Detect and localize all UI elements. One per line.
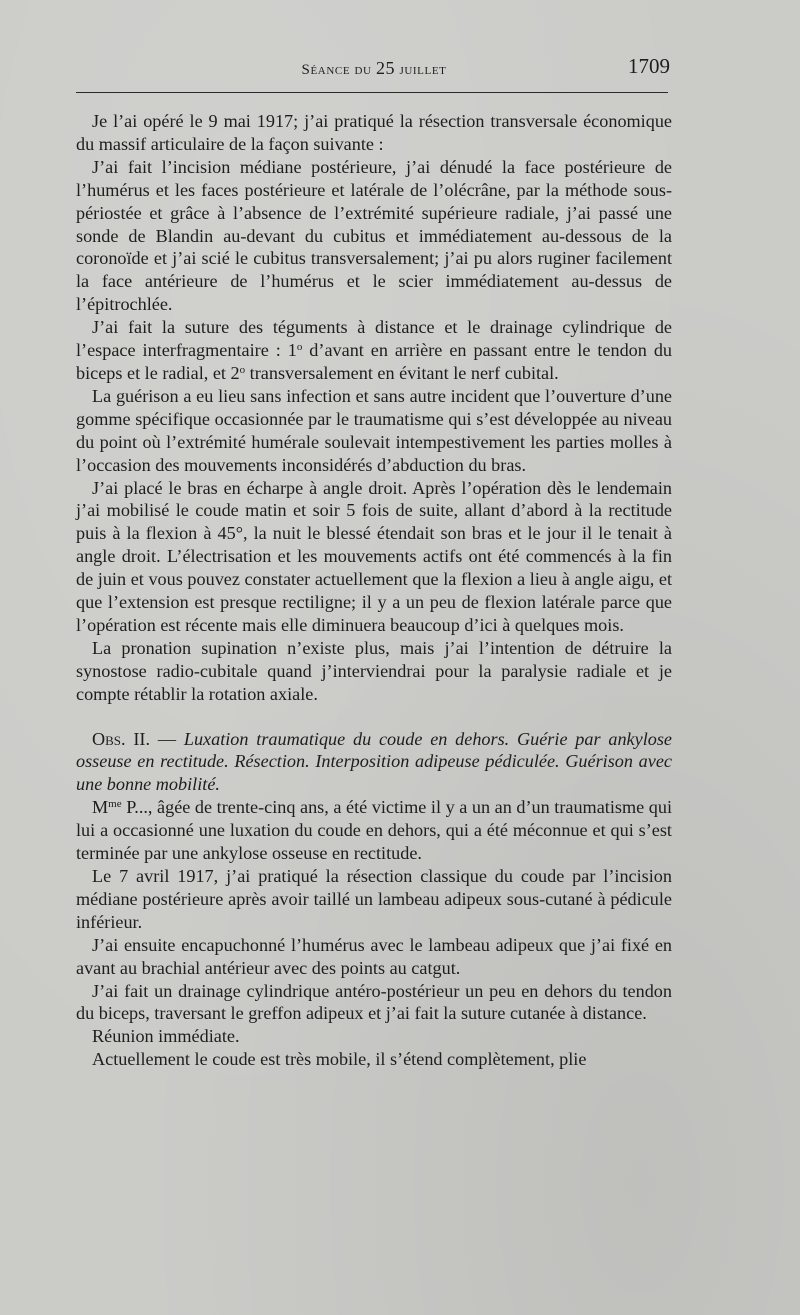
running-title-prefix: Séance du	[301, 62, 376, 78]
paragraph-actuellement: Actuellement le coude est très mobile, il s’étend complètement, plie	[92, 1049, 587, 1070]
observation-label: Obs. II.	[92, 728, 151, 749]
paragraph-encapuchon: J’ai ensuite encapuchonné l’humérus avec le lambeau adipeux que j’ai fixé en avant au brachial antérieur avec des points au catgut.	[76, 934, 672, 978]
patient-me-sup: me	[108, 798, 122, 811]
header-rule	[76, 92, 668, 93]
ordinal-sup-2: o	[239, 363, 246, 376]
observation-heading	[76, 728, 672, 797]
paragraph-operation: Je l’ai opéré le 9 mai 1917; j’ai pratiqué la résection transversale économique du massif articulaire de la façon suivante :	[76, 111, 672, 154]
paragraph-reunion: Réunion immédiate.	[92, 1026, 240, 1047]
running-title	[76, 58, 672, 79]
running-title-number: 25	[375, 58, 396, 78]
observation-title: Luxation traumatique du coude en dehors. Guérie par ankylose osseuse en rectitude. Résection. Interposition adipeuse pédiculée. Guérison avec une bonne mobilité.	[76, 728, 672, 795]
paragraph-pronation: La pronation supination n’existe plus, mais j’ai l’intention de détruire la synostose radio-cubitale quand j’interviendrai pour la paralysie radiale et je compte rétablir la rotation axiale.	[76, 637, 672, 704]
paragraph-patient	[76, 796, 672, 865]
body-text	[76, 110, 672, 1071]
page-header	[76, 54, 672, 82]
patient-m: M	[92, 797, 109, 818]
page-number: 1709	[628, 54, 670, 78]
paragraph-resection: Le 7 avril 1917, j’ai pratiqué la résection classique du coude par l’incision médiane postérieure après avoir taillé un lambeau adipeux sous-cutané à pédicule inférieur.	[76, 866, 672, 932]
running-title-suffix: juillet	[395, 62, 447, 78]
suture-text-2: d’avant en arrière en passant entre le tendon du biceps et le radial, et 2	[76, 340, 673, 383]
paragraph-drainage: J’ai fait un drainage cylindrique antéro-postérieur un peu en dehors du tendon du biceps, traversant le greffon adipeux et j’ai fait la suture cutanée à distance.	[76, 980, 672, 1024]
paragraph-mobilisation: J’ai placé le bras en écharpe à angle droit. Après l’opération dès le lendemain j’ai mobilisé le coude matin et soir 5 fois de suite, allant d’abord à la rectitude puis à la flexion à 45°, la nuit le blessé étendait son bras et le jour il le tenait à angle droit. L’électrisation et les mouvements actifs ont été commencés à la fin de juin et vous pouvez constater actuellement que la flexion a lieu à angle aigu, et que l’extension est presque rectiligne; il y a un peu de flexion latérale parce que l’opération est récente mais elle diminuera beaucoup d’ici à quelques mois.	[76, 477, 672, 635]
paragraph-suture	[76, 316, 672, 385]
suture-text-3: transversalement en évitant le nerf cubital.	[245, 362, 559, 383]
ordinal-sup-1: o	[296, 341, 303, 354]
paragraph-incision: J’ai fait l’incision médiane postérieure, j’ai dénudé la face postérieure de l’humérus et les faces postérieure et latérale de l’olécrâne, par la méthode sous-périostée et grâce à l’absence de l’extrémité supérieure radiale, j’ai passé une sonde de Blandin au-devant du cubitus et immédiatement au-dessous de la coronoïde et j’ai scié le cubitus transversalement; j’ai pu alors ruginer facilement la face antérieure de l’humérus et le scier immédiatement au-dessus de l’épitrochlée.	[76, 156, 672, 315]
patient-text: P..., âgée de trente-cinq ans, a été victime il y a un an d’un traumatisme qui lui a occasionné une luxation du coude en dehors, qui a été méconnue et qui s’est terminée par une ankylose osseuse en rectitude.	[76, 797, 672, 864]
paragraph-healing: La guérison a eu lieu sans infection et sans autre incident que l’ouverture d’une gomme spécifique occasionnée par le traumatisme qui s’est développée au niveau du point où l’extrémité humérale soulevait intempestivement les parties molles à l’occasion des mouvements inconsidérés d’abduction du bras.	[76, 385, 672, 475]
suture-text-1: J’ai fait la suture des téguments à distance et le drainage cylindrique de l’espace interfragmentaire : 1	[76, 317, 672, 361]
observation-dash: —	[150, 728, 184, 749]
